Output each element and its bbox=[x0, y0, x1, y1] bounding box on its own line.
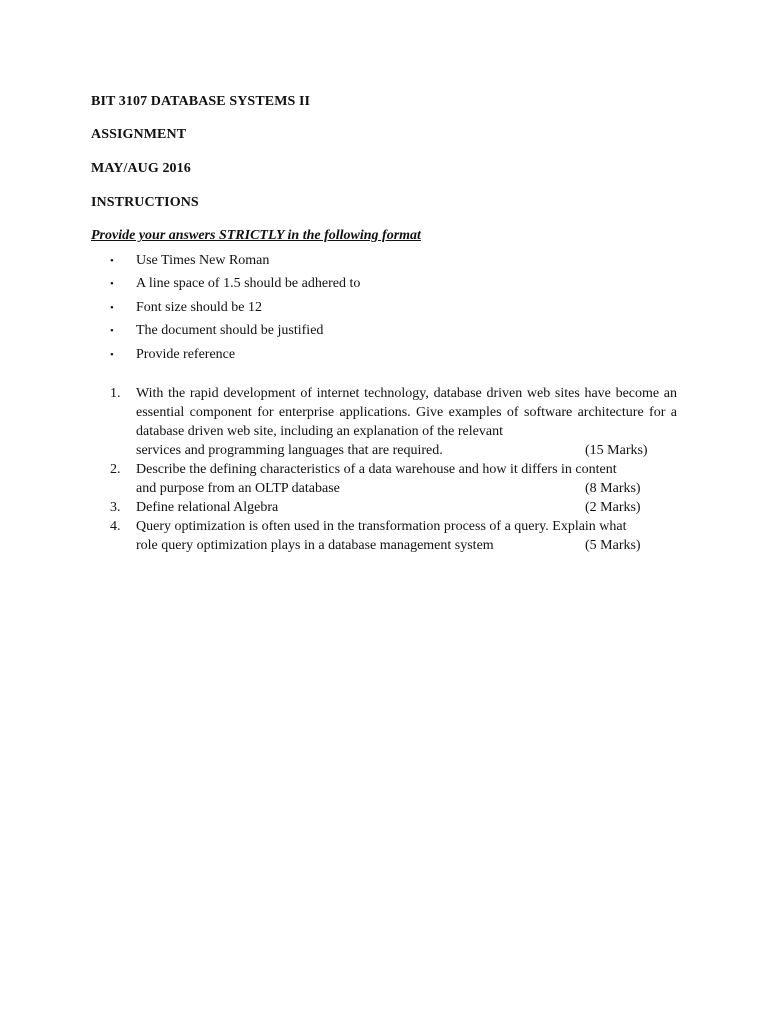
question-last-text: Define relational Algebra bbox=[136, 500, 279, 515]
term-label: MAY/AUG 2016 bbox=[91, 161, 191, 176]
bullet-icon: • bbox=[110, 325, 114, 338]
question-marks: (8 Marks) bbox=[585, 481, 641, 496]
question-number: 1. bbox=[110, 386, 121, 401]
list-item bbox=[110, 320, 360, 344]
bullet-text: A line space of 1.5 should be adhered to bbox=[136, 276, 361, 292]
question-last-line bbox=[136, 441, 673, 460]
bullet-icon: • bbox=[110, 348, 114, 361]
question-number: 3. bbox=[110, 500, 121, 515]
question-last-text: services and programming languages that are required. bbox=[136, 443, 443, 458]
question-last-line bbox=[136, 498, 673, 517]
question-item bbox=[110, 460, 677, 498]
list-item bbox=[110, 296, 360, 320]
question-body bbox=[136, 384, 677, 460]
list-item bbox=[110, 273, 360, 297]
question-last-line bbox=[136, 536, 673, 555]
question-marks: (5 Marks) bbox=[585, 538, 641, 553]
question-item bbox=[110, 517, 677, 555]
question-last-line bbox=[136, 479, 673, 498]
question-body bbox=[136, 517, 677, 555]
question-number: 2. bbox=[110, 462, 121, 477]
bullet-icon: • bbox=[110, 278, 114, 291]
question-text: Query optimization is often used in the transformation process of a query. Explain what bbox=[136, 519, 627, 534]
question-number: 4. bbox=[110, 519, 121, 534]
bullet-icon: • bbox=[110, 301, 114, 314]
question-body bbox=[136, 498, 677, 517]
question-last-text: and purpose from an OLTP database bbox=[136, 481, 340, 496]
question-last-text: role query optimization plays in a database management system bbox=[136, 538, 494, 553]
bullet-text: Font size should be 12 bbox=[136, 299, 262, 315]
question-marks: (15 Marks) bbox=[585, 443, 648, 458]
course-title: BIT 3107 DATABASE SYSTEMS II bbox=[91, 94, 311, 109]
bullet-text: Provide reference bbox=[136, 346, 236, 362]
question-marks: (2 Marks) bbox=[585, 500, 641, 515]
bullet-text: Use Times New Roman bbox=[136, 252, 270, 268]
question-list bbox=[110, 384, 677, 555]
assignment-label: ASSIGNMENT bbox=[91, 127, 187, 142]
format-instruction: Provide your answers STRICTLY in the following format bbox=[91, 228, 421, 243]
bullet-icon: • bbox=[110, 254, 114, 267]
question-item bbox=[110, 384, 677, 460]
instruction-list bbox=[110, 249, 360, 367]
bullet-text: The document should be justified bbox=[136, 323, 324, 339]
list-item bbox=[110, 343, 360, 367]
instructions-heading: INSTRUCTIONS bbox=[91, 195, 199, 210]
question-body bbox=[136, 460, 677, 498]
list-item bbox=[110, 249, 360, 273]
question-text: Describe the defining characteristics of a data warehouse and how it differs in content bbox=[136, 462, 617, 477]
question-text: With the rapid development of internet technology, database driven web sites have become an essential component for enterprise applications. Give examples of software architecture for a database driven web site, including an explanation of the relevant bbox=[136, 386, 677, 439]
question-item bbox=[110, 498, 677, 517]
